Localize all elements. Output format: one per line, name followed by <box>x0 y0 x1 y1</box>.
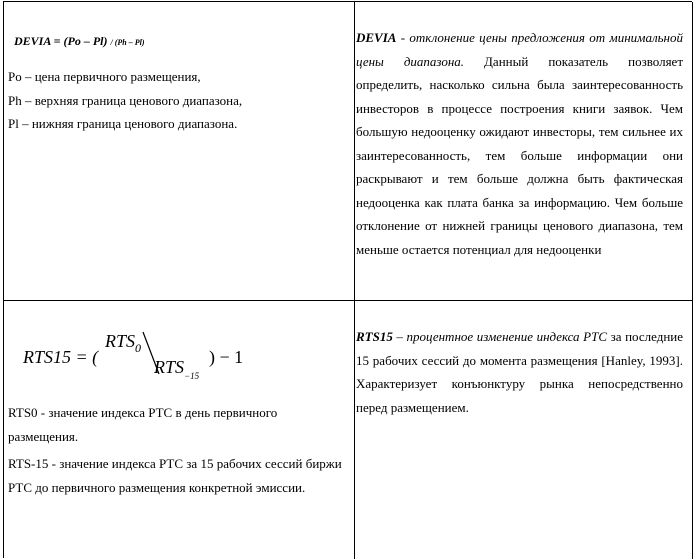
devia-formula-cell <box>8 30 343 136</box>
rts15-formula-rhs: ) − 1 <box>209 347 244 367</box>
devia-description-cell <box>356 26 683 261</box>
def-rts15: RTS-15 - значение индекса РТС за 15 рабочих сессий биржи РТС до первичного размещения конкретной эмиссии. <box>8 456 342 495</box>
rts15-denominator-symbol: RTS <box>154 357 185 377</box>
def-rts0: RTS0 - значение индекса РТС в день первичного размещения. <box>8 405 278 444</box>
rts15-numerator-symbol: RTS <box>105 331 136 351</box>
rts15-formula-lhs: RTS15 = ( <box>23 347 99 367</box>
rts15-term-definition: – процентное изменение индекса РТС <box>392 329 607 344</box>
rts15-description-text: за последние 15 рабочих сессий до момента размещения [Hanley, 1993]. Характеризует конъюнктуру рынка непосредственно перед размещением. <box>356 329 684 415</box>
devia-formula-denominator: / (Ph – Pl) <box>110 38 145 47</box>
devia-term: DEVIA <box>356 30 397 45</box>
rts15-denominator-subscript: −15 <box>184 371 200 381</box>
devia-formula <box>14 30 343 54</box>
devia-formula-main: DEVIA = (Po – Pl) <box>14 34 108 48</box>
row-divider <box>4 300 693 301</box>
rts15-formula-denominator <box>154 356 199 383</box>
devia-description-text: Данный показатель позволяет определить, насколько сильна была заинтересованность инвесторов в процессе построения книги заявок. Чем большую недооценку ожидают инвесторы, тем сильнее их заинтересованность, тем больше информации они раскрывают и тем больше должна быть фактическая недооценка как плата банка за информацию. Чем больше отклонение от нижней границы ценового диапазона, тем меньше остается потенциал для недооценки <box>356 53 683 257</box>
rts15-numerator-subscript: 0 <box>135 341 142 355</box>
rts15-formula <box>23 326 343 392</box>
rts15-term: RTS15 <box>356 329 393 344</box>
devia-description <box>356 26 683 261</box>
def-ph: Ph – верхняя граница ценового диапазона, <box>8 92 243 108</box>
def-pl: Pl – нижняя граница ценового диапазона. <box>8 116 238 131</box>
rts15-description-cell <box>356 325 683 419</box>
rts15-description <box>356 325 683 419</box>
rts15-formula-numerator <box>105 330 141 356</box>
rts15-formula-cell <box>8 326 343 499</box>
devia-term-definition: - отклонение цены предложения от минимальной цены диапазона. <box>356 30 683 69</box>
column-divider <box>354 2 355 559</box>
right-border <box>692 2 693 559</box>
def-po: Po – цена первичного размещения, <box>8 69 201 84</box>
